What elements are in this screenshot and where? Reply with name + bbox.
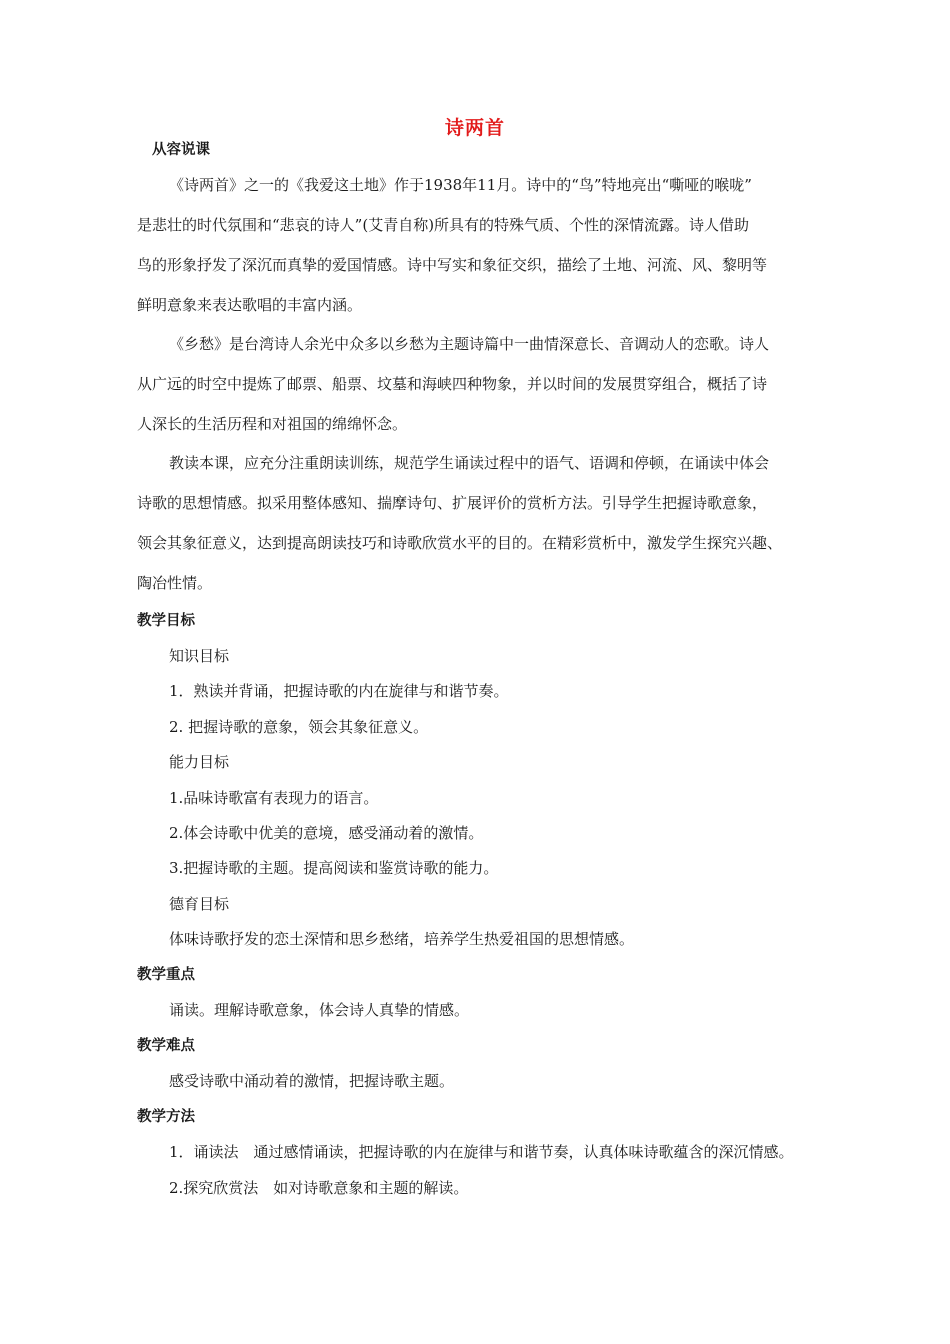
list-item: 1.品味诗歌富有表现力的语言。 [169,789,379,807]
section-heading-methods: 教学方法 [137,1109,195,1125]
paragraph-line: 人深长的生活历程和对祖国的绵绵怀念。 [137,415,408,433]
paragraph-line: 教读本课，应充分注重朗读训练，规范学生诵读过程中的语气、语调和停顿，在诵读中体会 [169,454,770,472]
paragraph-line: 陶冶性情。 [137,574,213,592]
list-item: 1．熟读并背诵，把握诗歌的内在旋律与和谐节奏。 [169,682,509,700]
list-item: 1．诵读法 通过感情诵读，把握诗歌的内在旋律与和谐节奏，认真体味诗歌蕴含的深沉情感。 [169,1143,794,1161]
list-item: 2.体会诗歌中优美的意境，感受涌动着的激情。 [169,824,484,842]
paragraph-line: 从广远的时空中提炼了邮票、船票、坟墓和海峡四种物象，并以时间的发展贯穿组合，概括了诗 [137,375,768,393]
paragraph-line: 鸟的形象抒发了深沉而真挚的爱国情感。诗中写实和象征交织，描绘了土地、河流、风、黎明等 [137,256,768,274]
subheading-ability: 能力目标 [169,753,230,771]
paragraph-line: 鲜明意象来表达歌唱的丰富内涵。 [137,296,363,314]
paragraph-line: 《乡愁》是台湾诗人余光中众多以乡愁为主题诗篇中一曲情深意长、音调动人的恋歌。诗人 [169,335,770,353]
subheading-knowledge: 知识目标 [169,647,230,665]
subheading-moral: 德育目标 [169,895,230,913]
paragraph-line: 领会其象征意义，达到提高朗读技巧和诗歌欣赏水平的目的。在精彩赏析中，激发学生探究兴趣、 [137,534,783,552]
section-heading-key-points: 教学重点 [137,967,195,983]
paragraph-line: 是悲壮的时代氛围和“悲哀的诗人”(艾青自称)所具有的特殊气质、个性的深情流露。诗人借助 [137,216,750,234]
list-item: 2. 把握诗歌的意象，领会其象征意义。 [169,718,429,736]
list-item: 2.探究欣赏法 如对诗歌意象和主题的解读。 [169,1179,469,1197]
paragraph-line: 诵读。理解诗歌意象，体会诗人真挚的情感。 [169,1001,470,1019]
section-heading-goals: 教学目标 [137,613,195,629]
paragraph-line: 体味诗歌抒发的恋土深情和思乡愁绪，培养学生热爱祖国的思想情感。 [169,930,635,948]
section-heading-intro: 从容说课 [152,142,210,158]
paragraph-line: 感受诗歌中涌动着的激情，把握诗歌主题。 [169,1072,455,1090]
section-heading-difficulties: 教学难点 [137,1038,195,1054]
list-item: 3.把握诗歌的主题。提高阅读和鉴赏诗歌的能力。 [169,859,499,877]
paragraph-line: 《诗两首》之一的《我爱这土地》作于1938年11月。诗中的“鸟”特地亮出“嘶哑的喉咙” [169,176,752,194]
document-title: 诗两首 [444,117,505,139]
paragraph-line: 诗歌的思想情感。拟采用整体感知、揣摩诗句、扩展评价的赏析方法。引导学生把握诗歌意象， [137,494,768,512]
